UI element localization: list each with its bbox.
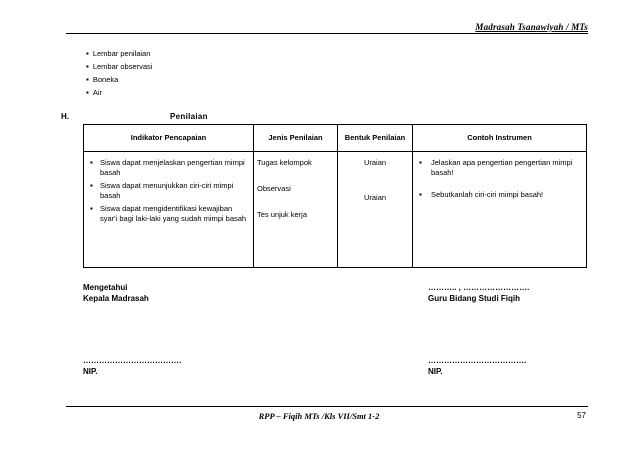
list-item: ▪ Siswa dapat menunjukkan ciri-ciri mimpi basah [90,181,249,201]
list-item: Tes unjuk kerja [257,210,308,219]
signature-right-nip: NIP. [428,367,443,376]
column-header-bentuk: Bentuk Penilaian [338,125,413,152]
list-item: ▪ Jelaskan apa pengertian pengertian mimpi basah! [419,158,582,178]
cell-indikator [84,152,254,268]
list-item: ▪ Lembar observasi [86,60,152,73]
signature-right-place-date: ……….. , ……………………. [428,283,530,292]
header-divider [66,33,588,34]
cell-bentuk [338,152,413,268]
section-letter: H. [61,112,69,121]
section-title: Penilaian [170,112,208,121]
signature-right-name [428,355,526,377]
signature-right-role: Guru Bidang Studi Fiqih [428,294,520,303]
header-title: Madrasah Tsanawiyah / MTs [475,22,588,32]
materials-list [86,47,152,99]
table-header-row [84,125,587,152]
list-item: Observasi [257,184,291,193]
signature-left-line2: Kepala Madrasah [83,294,149,303]
list-item: ▪ Siswa dapat mengidentifikasi kewajiban syar'i bagi laki-laki yang sudah mimpi basah [90,204,249,224]
signature-left-dots: ………………………………. [83,356,182,365]
signature-left-nip: NIP. [83,367,98,376]
list-item: Tugas kelompok [257,158,312,167]
cell-instrumen [413,152,587,268]
column-header-jenis: Jenis Penilaian [254,125,338,152]
assessment-table [83,124,587,268]
signature-right-heading [428,282,529,304]
list-item: Uraian [363,193,387,202]
list-item: ▪ Air [86,86,152,99]
list-item: Uraian [363,158,387,167]
page-number: 57 [577,411,586,420]
footer-title: RPP – Fiqih MTs /Kls VII/Smt 1-2 [258,411,380,421]
signature-left-heading [83,282,149,304]
list-item: ▪ Lembar penilaian [86,47,152,60]
list-item: ▪ Siswa dapat menjelaskan pengertian mimpi basah [90,158,249,178]
list-item: ▪ Boneka [86,73,152,86]
column-header-instrumen: Contoh Instrumen [413,125,587,152]
signature-left-name [83,355,181,377]
table-row [84,152,587,268]
column-header-indikator: Indikator Pencapaian [84,125,254,152]
footer-divider [66,406,588,407]
cell-jenis [254,152,338,268]
list-item: ▪ Sebutkanlah ciri-ciri mimpi basah! [419,190,582,200]
signature-right-dots: ………………………………. [428,356,527,365]
signature-left-line1: Mengetahui [83,283,128,292]
